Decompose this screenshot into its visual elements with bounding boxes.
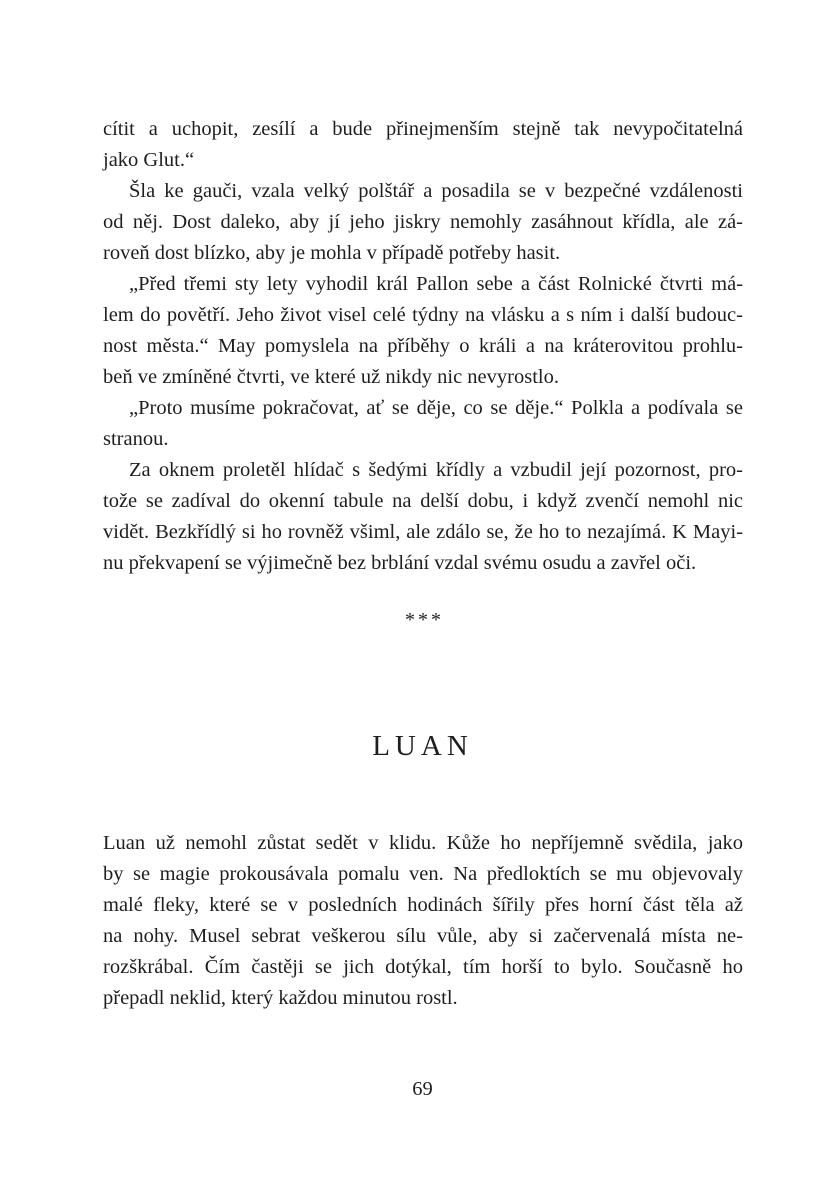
text-line: jako Glut.“ bbox=[103, 149, 195, 171]
paragraph-first-line: Za oknem proletěl hlídač s šedými křídly a vzbudil její pozornost, pro- bbox=[129, 459, 743, 481]
paragraph-first-line: „Proto musíme pokračovat, ať se děje, co se děje.“ Polkla a podívala se bbox=[129, 397, 743, 419]
text-line: rozškrábal. Čím častěji se jich dotýkal, tím horší to bylo. Současně ho bbox=[103, 956, 743, 978]
text-line: Luan už nemohl zůstat sedět v klidu. Kůže ho nepříjemně svědila, jako bbox=[103, 832, 743, 854]
section-separator: *** bbox=[405, 609, 444, 631]
text-line: lem do povětří. Jeho život visel celé týdny na vlásku a s ním i další budouc- bbox=[103, 304, 743, 326]
paragraph-first-line: Šla ke gauči, vzala velký polštář a posadila se v bezpečné vzdálenosti bbox=[129, 180, 743, 202]
text-line: by se magie prokousávala pomalu ven. Na předloktích se mu objevovaly bbox=[103, 863, 743, 885]
text-line: na nohy. Musel sebrat veškerou sílu vůle, aby si začervenalá místa ne- bbox=[103, 925, 743, 947]
text-line: cítit a uchopit, zesílí a bude přinejmenším stejně tak nevypočitatelná bbox=[103, 118, 743, 140]
paragraph-first-line: „Před třemi sty lety vyhodil král Pallon sebe a část Rolnické čtvrti má- bbox=[129, 273, 743, 295]
chapter-title: LUAN bbox=[372, 730, 473, 762]
text-line: přepadl neklid, který každou minutou rostl. bbox=[103, 987, 458, 1009]
text-section-chapter bbox=[103, 828, 743, 1014]
text-line: roveň dost blízko, aby je mohla v případě potřeby hasit. bbox=[103, 242, 561, 264]
page-number: 69 bbox=[412, 1078, 433, 1100]
text-line: malé fleky, které se v posledních hodinách šířily přes horní část těla až bbox=[103, 894, 743, 916]
text-line: beň ve zmíněné čtvrti, ve které už nikdy nic nevyrostlo. bbox=[103, 366, 559, 388]
text-line: nost města.“ May pomyslela na příběhy o králi a na kráterovitou prohlu- bbox=[103, 335, 743, 357]
text-line: stranou. bbox=[103, 428, 169, 450]
text-line: od něj. Dost daleko, aby jí jeho jiskry nemohly zasáhnout křídla, ale zá- bbox=[103, 211, 743, 233]
text-line: vidět. Bezkřídlý si ho rovněž všiml, ale zdálo se, že ho to nezajímá. K Mayi- bbox=[103, 521, 743, 543]
text-line: tože se zadíval do okenní tabule na delší dobu, i když zvenčí nemohl nic bbox=[103, 490, 743, 512]
text-line: nu překvapení se výjimečně bez brblání vzdal svému osudu a zavřel oči. bbox=[103, 552, 697, 574]
text-section-continuation bbox=[103, 114, 743, 579]
